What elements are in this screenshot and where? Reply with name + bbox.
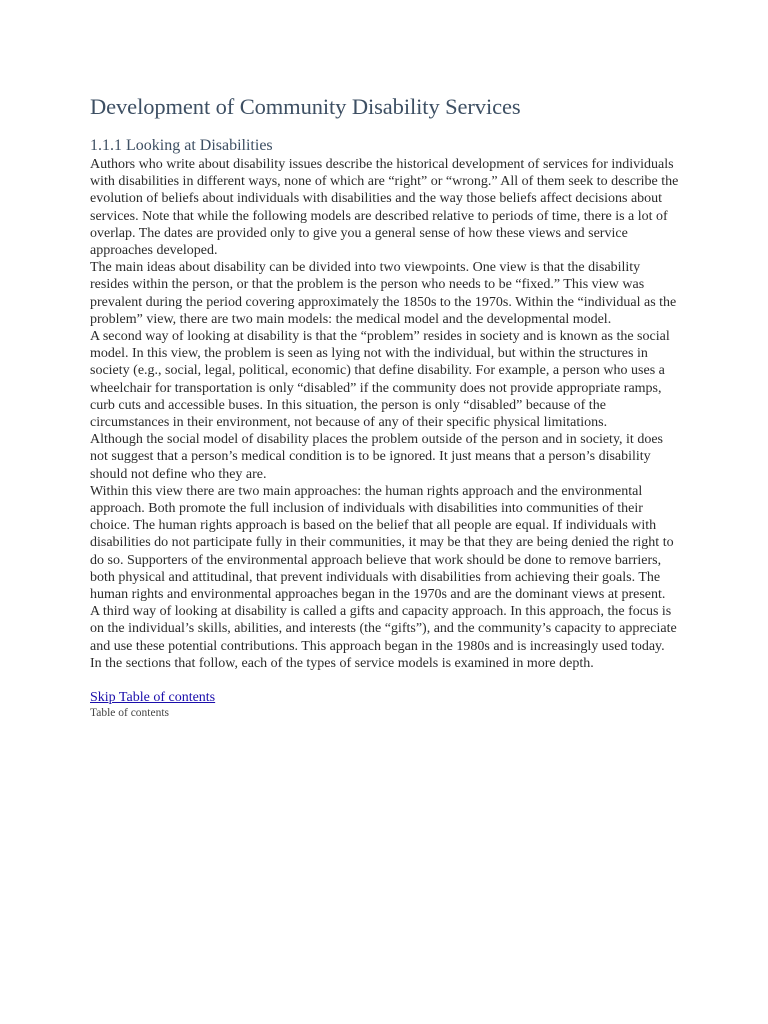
paragraph-social-model: A second way of looking at disability is that the “problem” resides in society and is known as the social model. In this view, the problem is seen as lying not with the individual, but within the structures in society (e.g., social, legal, political, economic) that define disability. For example, a person who uses a wheelchair for transportation is only “disabled” if the community does not provide appropriate ramps, curb cuts and accessible buses. In this situation, the person is only “disabled” because of the circumstances in their environment, not because of any of their specific physical limitations. [90,329,670,431]
document-page [90,92,682,721]
toc-label: Table of contents [90,707,170,720]
paragraph-medical-condition: Although the social model of disability places the problem outside of the person and in society, it does not suggest that a person’s medical condition is to be ignored. It just means that a person’s disability should not define who they are. [90,432,663,482]
section-heading: 1.1.1 Looking at Disabilities [90,137,273,154]
paragraph-approaches: Within this view there are two main approaches: the human rights approach and the environmental approach. Both promote the full inclusion of individuals with disabilities into communities of their choice. The human rights approach is based on the belief that all people are equal. If individuals with disabilities do not participate fully in their communities, it may be that they are being denied the right to do so. Supporters of the environmental approach believe that work should be done to remove barriers, both physical and attitudinal, that prevent individuals with disabilities from achieving their goals. The human rights and environmental approaches began in the 1970s and are the dominant views at present. [90,483,674,603]
skip-toc-link[interactable]: Skip Table of contents [90,690,216,706]
paragraph-sections-follow: In the sections that follow, each of the types of service models is examined in more depth. [90,655,594,671]
page-title: Development of Community Disability Services [90,94,521,119]
paragraph-viewpoints: The main ideas about disability can be divided into two viewpoints. One view is that the disability resides within the person, or that the problem is the person who needs to be “fixed.” This view was prevalent during the period covering approximately the 1850s to the 1970s. Within the “individual as the problem” view, there are two main models: the medical model and the developmental model. [90,260,677,327]
paragraph-intro: Authors who write about disability issues describe the historical development of services for individuals with disabilities in different ways, none of which are “right” or “wrong.” All of them seek to describe the evolution of beliefs about individuals with disabilities and the way those beliefs affect decisions about services. Note that while the following models are described relative to periods of time, there is a lot of overlap. The dates are provided only to give you a general sense of how these views and service approaches developed. [90,157,679,259]
paragraph-gifts-capacity: A third way of looking at disability is called a gifts and capacity approach. In this approach, the focus is on the individual’s skills, abilities, and interests (the “gifts”), and the community’s capacity to appreciate and use these potential contributions. This approach began in the 1980s and is increasingly used today. [90,604,677,654]
